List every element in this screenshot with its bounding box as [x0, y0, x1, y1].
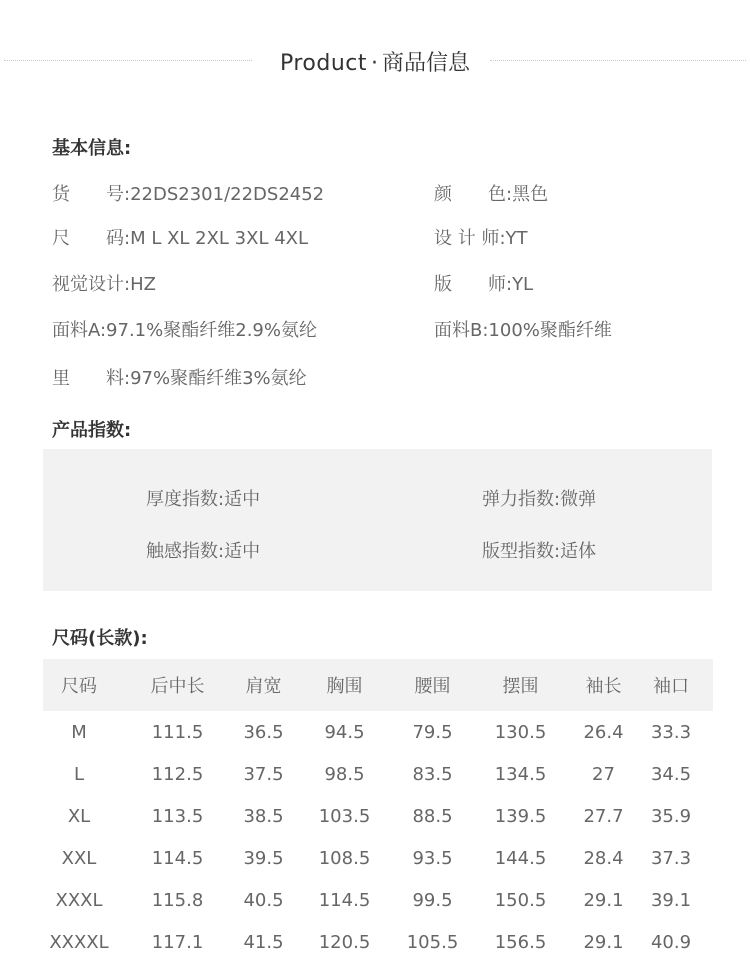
visual-design-info: 视觉设计:HZ: [52, 274, 156, 295]
table-cell: 27.7: [583, 805, 624, 827]
table-cell: 98.5: [324, 763, 365, 785]
size-table-header-row: [43, 659, 713, 711]
column-header: 后中长: [150, 676, 205, 697]
table-cell: 134.5: [494, 763, 547, 785]
table-cell: 114.5: [318, 889, 371, 911]
table-cell: 130.5: [494, 721, 547, 743]
title-en: Product: [279, 51, 367, 76]
fit-index: 版型指数:适体: [482, 541, 597, 562]
column-header: 尺码: [61, 676, 97, 697]
table-row: [43, 921, 713, 963]
table-row: [43, 879, 713, 921]
table-cell: 79.5: [412, 721, 453, 743]
table-row: [43, 837, 713, 879]
table-cell: 34.5: [650, 763, 692, 785]
table-cell: 29.1: [583, 931, 624, 953]
table-cell: 28.4: [583, 847, 624, 869]
table-cell: 35.9: [650, 805, 692, 827]
table-cell: XXL: [61, 847, 97, 869]
lining-info: 里 料:97%聚酯纤维3%氨纶: [52, 368, 307, 389]
column-header: 摆围: [502, 676, 539, 697]
table-cell: 103.5: [318, 805, 371, 827]
table-cell: 93.5: [412, 847, 453, 869]
product-index-heading: 产品指数:: [52, 420, 132, 441]
column-header: 肩宽: [245, 676, 282, 697]
elasticity-index: 弹力指数:微弹: [482, 489, 597, 510]
table-cell: 144.5: [494, 847, 547, 869]
column-header: 胸围: [326, 676, 363, 697]
table-cell: 99.5: [412, 889, 453, 911]
table-row: [43, 711, 713, 753]
pattern-maker-info: 版 师:YL: [434, 274, 534, 295]
header-divider-right: [490, 60, 746, 61]
size-list: 尺 码:M L XL 2XL 3XL 4XL: [52, 228, 309, 249]
column-header: 袖长: [585, 676, 622, 697]
table-cell: 40.9: [650, 931, 692, 953]
table-cell: XXXXL: [49, 931, 109, 953]
table-cell: 117.1: [151, 931, 204, 953]
table-cell: 108.5: [318, 847, 371, 869]
product-index-panel: [43, 449, 712, 591]
table-cell: 156.5: [494, 931, 547, 953]
table-cell: 105.5: [406, 931, 459, 953]
table-cell: 29.1: [583, 889, 624, 911]
basic-info-heading: 基本信息:: [52, 138, 132, 159]
table-cell: 111.5: [151, 721, 204, 743]
table-cell: 120.5: [318, 931, 371, 953]
table-cell: 39.1: [650, 889, 692, 911]
size-table: [43, 659, 713, 963]
thickness-index: 厚度指数:适中: [146, 489, 261, 510]
table-row: [43, 795, 713, 837]
table-cell: L: [73, 763, 85, 785]
page-title: [0, 46, 750, 77]
table-cell: 33.3: [650, 721, 692, 743]
table-cell: 114.5: [151, 847, 204, 869]
table-cell: 37.3: [650, 847, 692, 869]
table-cell: 113.5: [151, 805, 204, 827]
touch-index: 触感指数:适中: [146, 541, 261, 562]
table-cell: 150.5: [494, 889, 547, 911]
table-cell: 94.5: [324, 721, 365, 743]
title-separator: ·: [371, 51, 378, 76]
table-cell: 26.4: [583, 721, 624, 743]
table-cell: 41.5: [243, 931, 284, 953]
fabric-a-info: 面料A:97.1%聚酯纤维2.9%氨纶: [52, 320, 317, 341]
table-cell: M: [71, 721, 87, 743]
title-cn: 商品信息: [382, 51, 471, 76]
table-cell: 39.5: [243, 847, 284, 869]
table-cell: 27: [592, 763, 615, 785]
fabric-b-info: 面料B:100%聚酯纤维: [434, 320, 612, 341]
table-row: [43, 753, 713, 795]
table-cell: 88.5: [412, 805, 453, 827]
item-number: 货 号:22DS2301/22DS2452: [52, 184, 325, 205]
designer-info: 设 计 师:YT: [434, 228, 528, 249]
table-cell: 115.8: [151, 889, 204, 911]
column-header: 袖口: [653, 676, 689, 697]
table-cell: 40.5: [243, 889, 284, 911]
color-info: 颜 色:黑色: [434, 184, 549, 205]
table-cell: 38.5: [243, 805, 284, 827]
column-header: 腰围: [414, 676, 451, 697]
table-cell: XXXL: [55, 889, 103, 911]
table-cell: 37.5: [243, 763, 284, 785]
page-header: [0, 40, 750, 80]
table-cell: 83.5: [412, 763, 453, 785]
table-cell: 36.5: [243, 721, 284, 743]
size-table-heading: 尺码(长款):: [52, 628, 148, 649]
table-cell: XL: [67, 805, 91, 827]
table-cell: 139.5: [494, 805, 547, 827]
table-cell: 112.5: [151, 763, 204, 785]
